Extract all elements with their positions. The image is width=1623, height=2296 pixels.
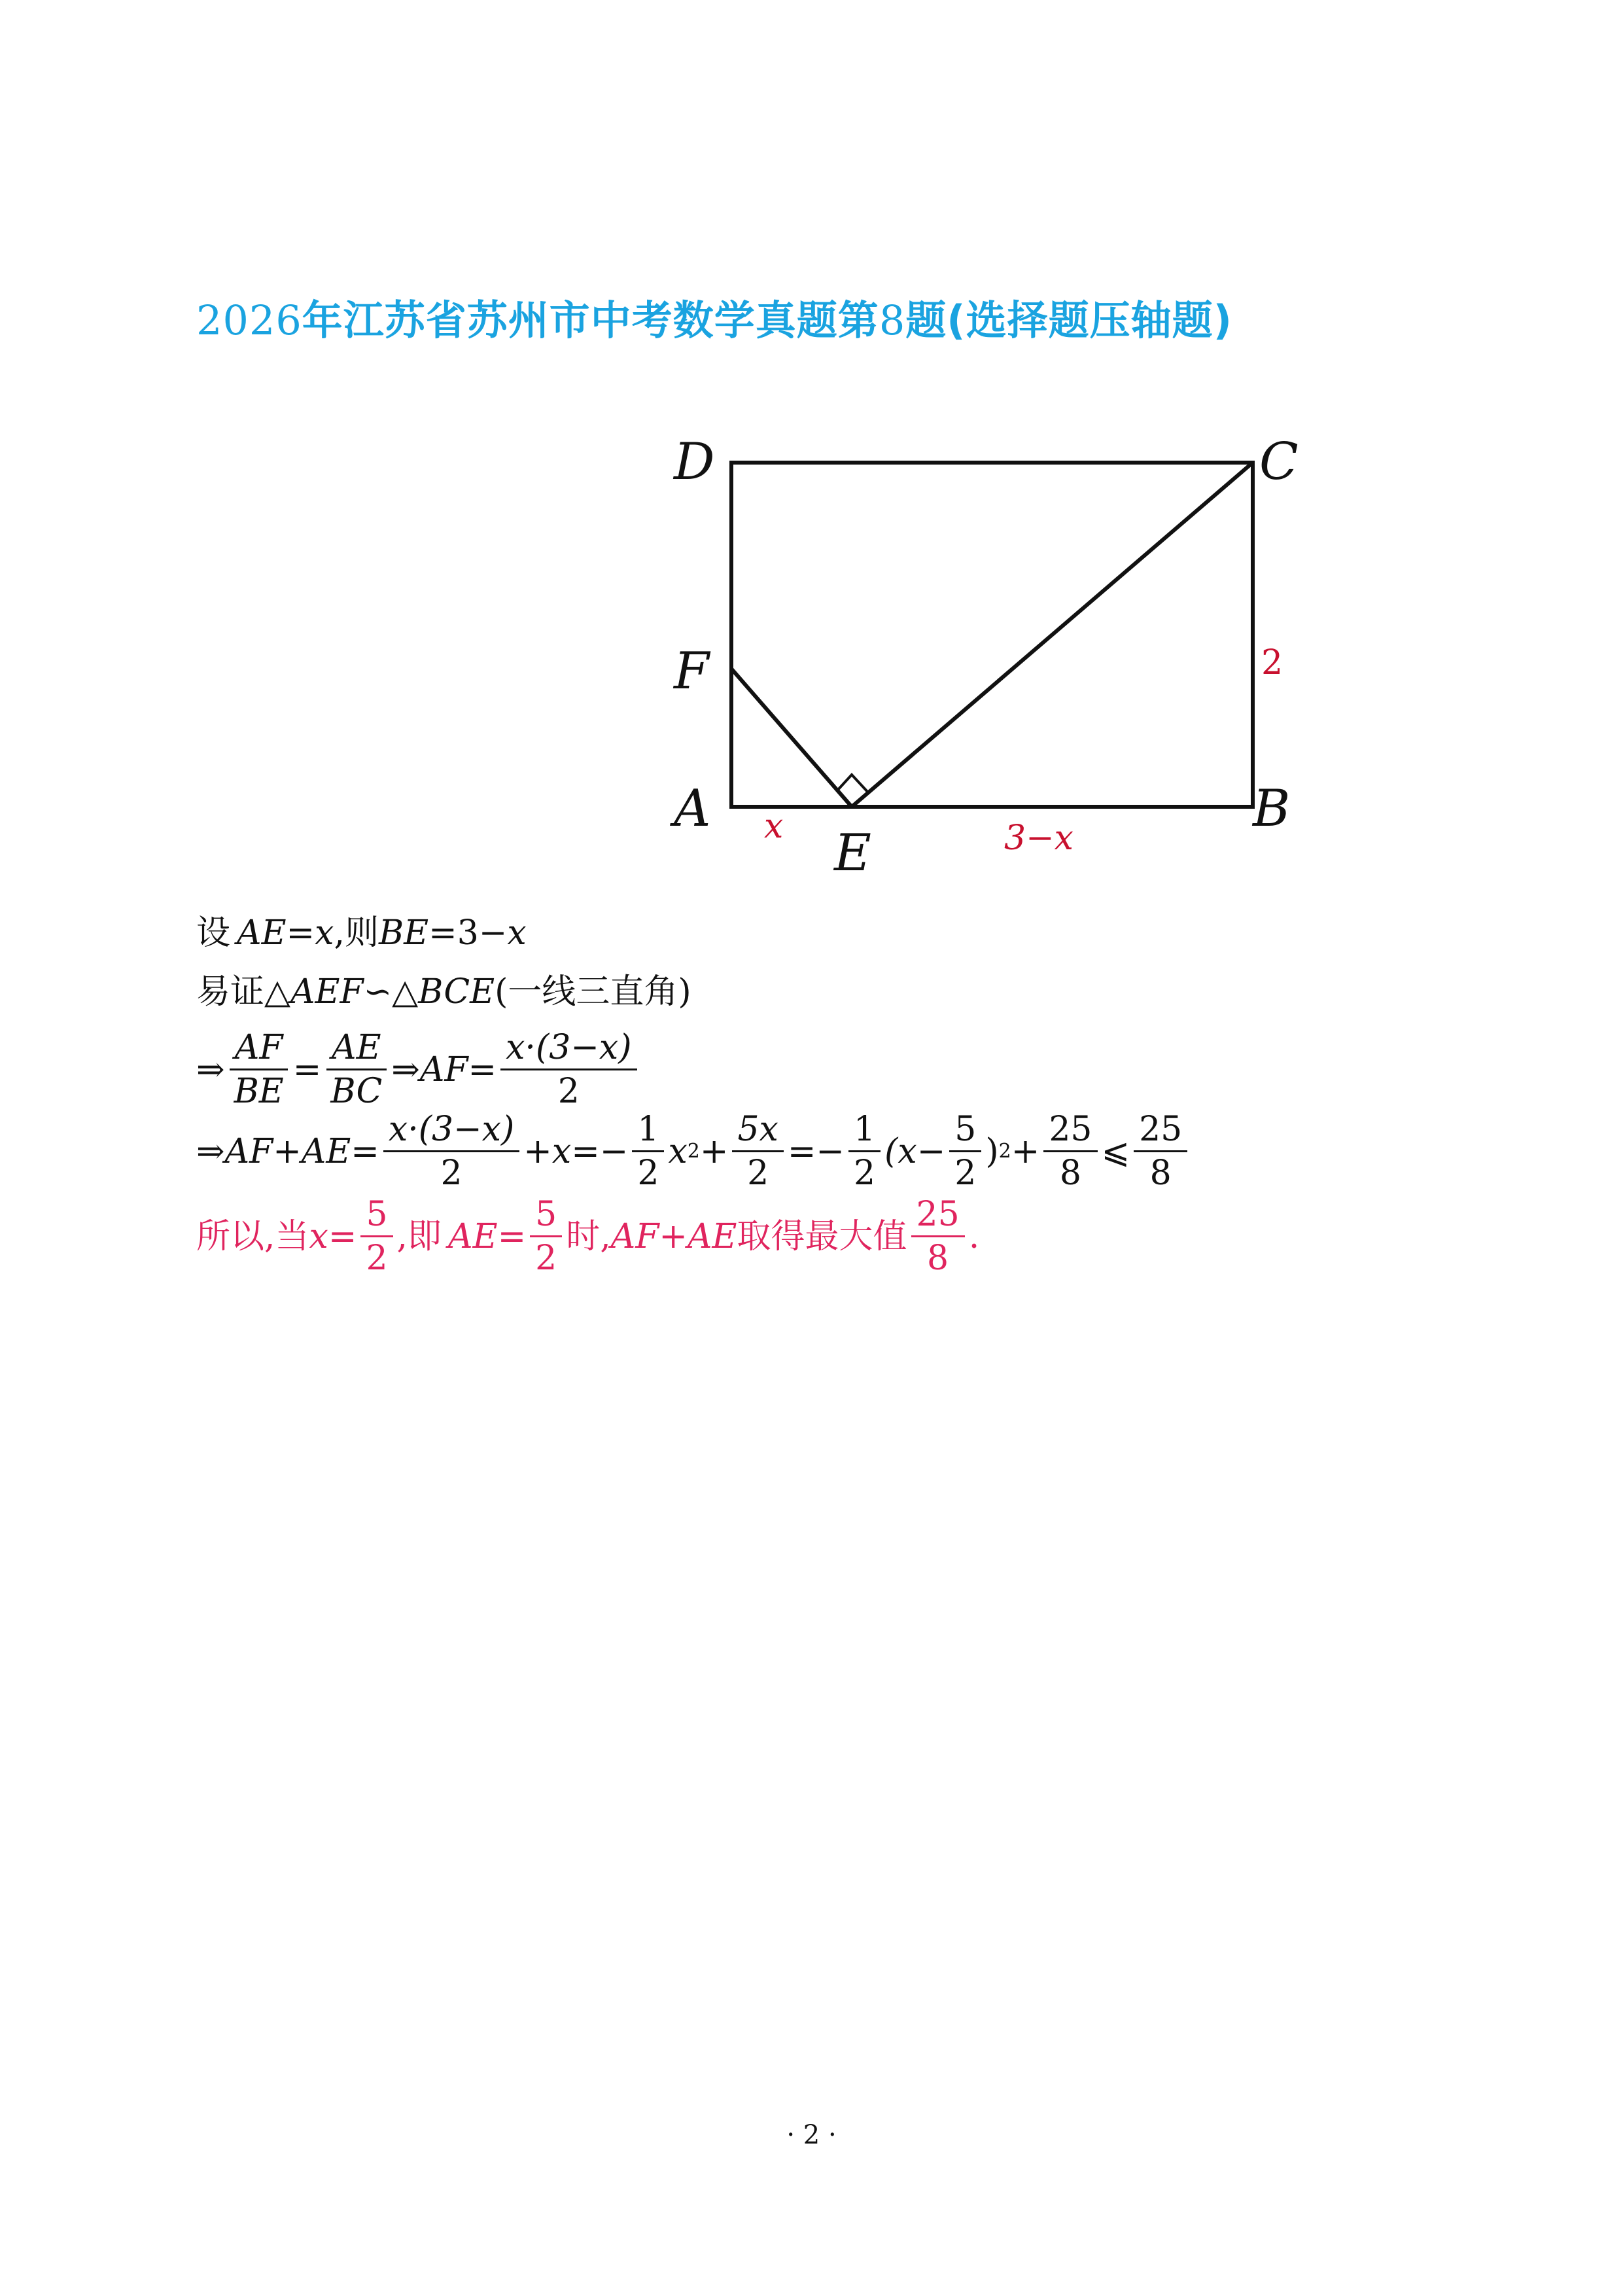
fraction: [911, 1195, 965, 1278]
title-number: 8: [879, 296, 906, 344]
denominator: BE: [234, 1072, 284, 1111]
numerator: x·(3−x): [383, 1112, 519, 1152]
text: +: [699, 1131, 729, 1171]
numerator: AE: [326, 1031, 387, 1070]
text: =3−: [428, 913, 508, 953]
text: ∽△: [363, 972, 419, 1012]
fraction: [325, 1028, 387, 1111]
fraction: [732, 1110, 783, 1193]
text: =: [286, 913, 315, 953]
exponent: 2: [687, 1139, 700, 1163]
math-var: AE: [237, 913, 287, 953]
numerator: 25: [1043, 1112, 1097, 1152]
numerator: 5: [949, 1112, 981, 1152]
numerator: 5x: [732, 1112, 783, 1152]
label-e: E: [834, 824, 871, 883]
numerator: 1: [848, 1112, 881, 1152]
length-ae: x: [764, 807, 784, 846]
text: 设: [196, 913, 231, 953]
math-var: x: [315, 913, 334, 953]
text: +: [1011, 1131, 1040, 1171]
numerator: 1: [632, 1112, 664, 1152]
text: =: [497, 1216, 527, 1256]
denominator: 2: [637, 1154, 659, 1193]
page-number: · 2 ·: [786, 2120, 837, 2150]
math-expr: +x=−: [523, 1131, 629, 1171]
solution-line-2: [196, 972, 691, 1012]
text: (一线三直角): [495, 972, 691, 1012]
segment-fe: [731, 669, 852, 807]
label-a: A: [674, 779, 711, 838]
implies-symbol: ⇒: [196, 1131, 225, 1171]
solution-line-1: [196, 913, 527, 953]
numerator: 25: [911, 1197, 965, 1237]
denominator: BC: [330, 1072, 383, 1111]
denominator: 2: [954, 1154, 977, 1193]
text: 易证△: [196, 972, 290, 1012]
text: ,即: [396, 1216, 442, 1256]
math-var: x: [668, 1131, 688, 1171]
fraction: [632, 1110, 664, 1193]
title-tail: 题(选择题压轴题): [905, 296, 1232, 344]
fraction: [1043, 1110, 1097, 1193]
label-b: B: [1253, 779, 1291, 838]
solution-line-3: [196, 1028, 641, 1111]
text: 时,: [566, 1216, 611, 1256]
fraction: [229, 1028, 289, 1111]
denominator: 2: [557, 1072, 580, 1111]
title-main: 年江苏省苏州市中考数学真题第: [302, 296, 879, 344]
denominator: 2: [440, 1154, 462, 1193]
fraction: [360, 1195, 393, 1278]
implies-symbol: ⇒: [391, 1050, 420, 1089]
label-c: C: [1259, 433, 1299, 491]
math-var: x: [309, 1216, 328, 1256]
denominator: 8: [1149, 1154, 1172, 1193]
label-d: D: [674, 433, 715, 491]
math-var: BE: [378, 913, 429, 953]
math-var: BCE: [418, 972, 495, 1012]
math-var: AF+AE: [610, 1216, 737, 1256]
text: ⩽: [1101, 1131, 1130, 1171]
math-var: AF+AE: [224, 1131, 351, 1171]
length-eb: 3−x: [1004, 819, 1073, 858]
text: ,则: [334, 913, 379, 953]
fraction: [500, 1028, 637, 1111]
math-var: AEF: [290, 972, 364, 1012]
title-year: 2026: [196, 296, 302, 344]
segment-ec: [852, 463, 1253, 807]
denominator: 8: [927, 1239, 949, 1278]
solution-line-4: [196, 1110, 1191, 1193]
fraction: [530, 1195, 562, 1278]
denominator: 2: [747, 1154, 769, 1193]
rectangle-abcd: [731, 463, 1253, 807]
text: =: [351, 1131, 379, 1171]
denominator: 2: [366, 1239, 388, 1278]
fraction: [383, 1110, 519, 1193]
text: 取得最大值: [737, 1216, 907, 1256]
length-bc: 2: [1261, 643, 1283, 682]
math-var: AE: [448, 1216, 498, 1256]
text: 所以,当: [196, 1216, 309, 1256]
denominator: 2: [854, 1154, 876, 1193]
numerator: AF: [230, 1031, 288, 1070]
text: ): [985, 1131, 999, 1171]
numerator: 5: [360, 1197, 393, 1237]
fraction: [949, 1110, 981, 1193]
fraction: [848, 1110, 881, 1193]
text: .: [968, 1216, 980, 1256]
text: =: [328, 1216, 357, 1256]
solution-conclusion: [196, 1195, 980, 1278]
exponent: 2: [998, 1139, 1011, 1163]
math-var: x: [507, 913, 527, 953]
implies-symbol: ⇒: [196, 1050, 225, 1089]
fraction: [1134, 1110, 1187, 1193]
denominator: 8: [1059, 1154, 1081, 1193]
numerator: 25: [1134, 1112, 1187, 1152]
math-expr: (x−: [884, 1131, 946, 1171]
text: =: [292, 1050, 322, 1089]
text: =−: [787, 1131, 845, 1171]
math-var: AF: [419, 1050, 468, 1089]
denominator: 2: [535, 1239, 557, 1278]
numerator: 5: [530, 1197, 562, 1237]
label-f: F: [674, 642, 710, 701]
text: =: [468, 1050, 497, 1089]
numerator: x·(3−x): [500, 1031, 637, 1070]
right-angle-marker: [837, 775, 868, 792]
